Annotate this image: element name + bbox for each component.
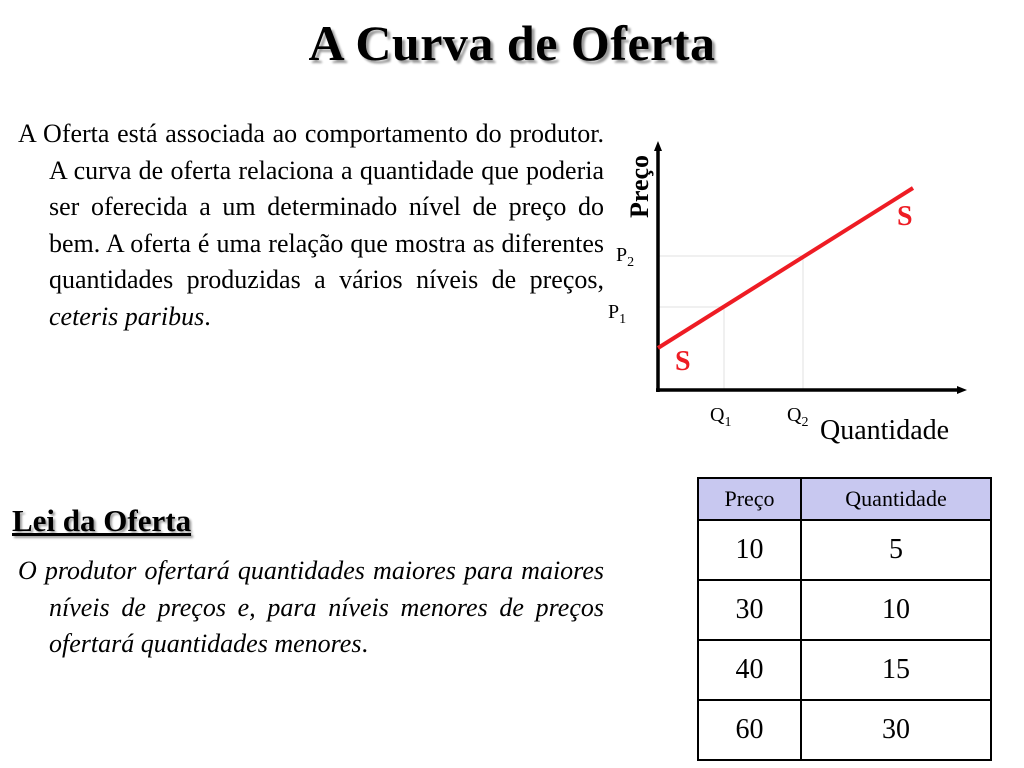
table-header-quantity: Quantidade <box>801 478 991 520</box>
law-text: O produtor ofertará quantidades maiores para maiores níveis de preços e, para níveis menores de preços ofertará quantidades menores <box>18 556 604 658</box>
x-axis-label: Quantidade <box>820 415 950 446</box>
law-end: . <box>361 629 368 658</box>
intro-italic: ceteris paribus <box>49 301 205 331</box>
intro-end: . <box>204 301 211 331</box>
q2-label: $Q_2$ <box>787 404 809 430</box>
y-axis-label: Preço <box>625 154 654 218</box>
table-cell-price: 40 <box>698 640 801 700</box>
law-paragraph <box>18 553 604 663</box>
table-cell-price: 30 <box>698 580 801 640</box>
table-header-row <box>698 478 991 520</box>
table-cell-quantity: 15 <box>801 640 991 700</box>
table-cell-quantity: 10 <box>801 580 991 640</box>
table-cell-quantity: 30 <box>801 700 991 760</box>
table-row <box>698 700 991 760</box>
intro-text: A Oferta está associada ao comportamento do produtor. A curva de oferta relaciona a quantidade que poderia ser oferecida a um determinado nível de preço do bem. A oferta é uma relação que mostra as diferentes quantidades produzidas a vários níveis de preços, <box>18 119 604 294</box>
table-row <box>698 640 991 700</box>
page-title: A Curva de Oferta <box>308 15 716 71</box>
table-row <box>698 580 991 640</box>
curve-label-top: S <box>897 201 913 232</box>
law-heading: Lei da Oferta <box>12 503 192 538</box>
supply-table <box>697 477 992 761</box>
q1-label: $Q_1$ <box>710 404 732 430</box>
table-header-price: Preço <box>698 478 801 520</box>
p2-label: $P_2$ <box>616 244 635 270</box>
table-cell-price: 60 <box>698 700 801 760</box>
curve-label-bottom: S <box>675 346 691 377</box>
table-cell-price: 10 <box>698 520 801 580</box>
supply-curve <box>658 188 913 348</box>
table-row <box>698 520 991 580</box>
table-cell-quantity: 5 <box>801 520 991 580</box>
p1-label: $P_1$ <box>608 301 627 327</box>
